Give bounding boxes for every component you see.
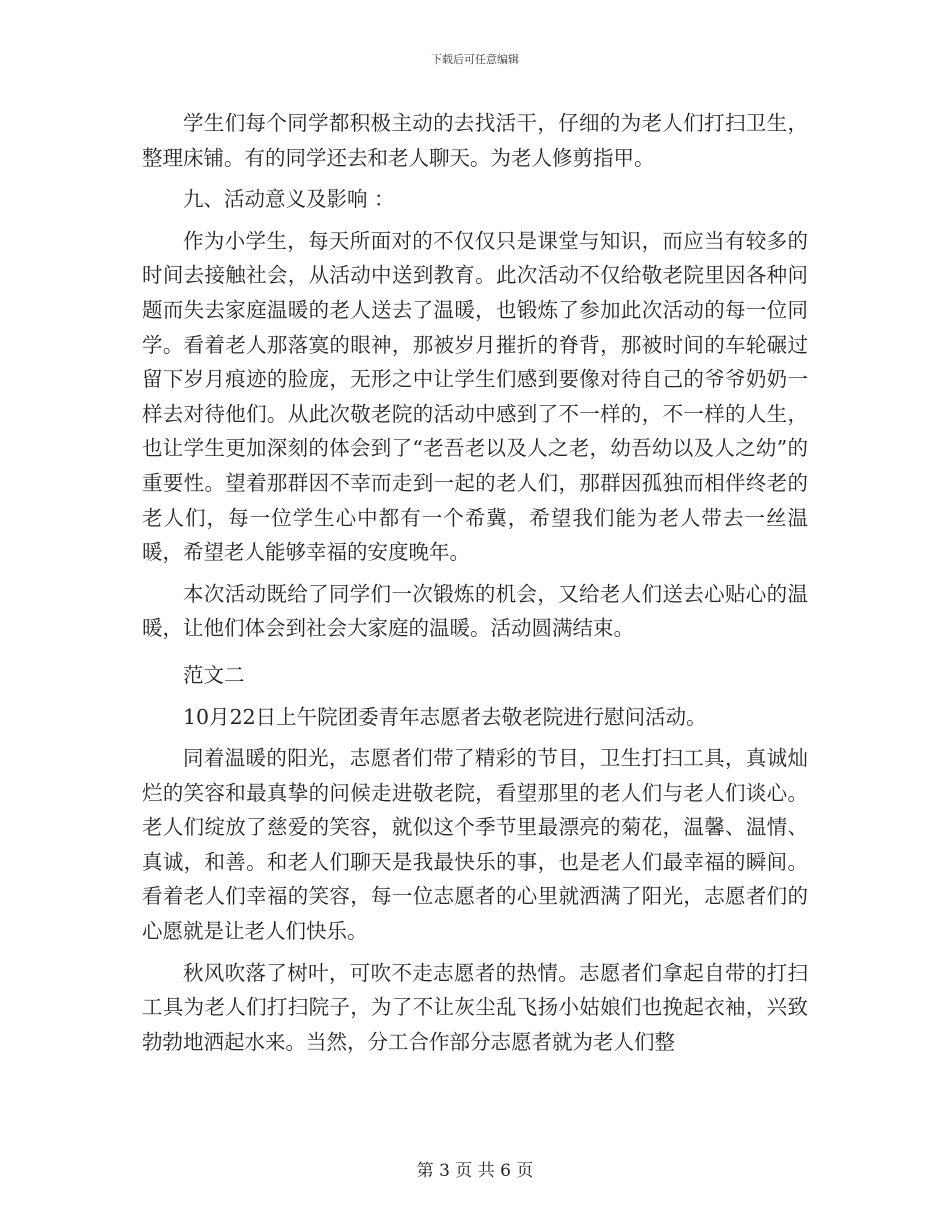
section-heading-significance: 九、活动意义及影响 ： (183, 187, 395, 212)
page-number: 第 3 页 共 6 页 (416, 1161, 534, 1181)
document-body (142, 106, 808, 1066)
paragraph-significance: 作为小学生，每天所面对的不仅仅只是课堂与知识，而应当有较多的时间去接触社会，从活动中送到教育。此次活动不仅给敬老院里因各种问题而失去家庭温暖的老人送去了温暖，也锻炼了参加此次活动的每一位同学。看着老人那落寞的眼神，那被岁月摧折的脊背，那被时间的车轮碾过留下岁月痕迹的脸庞，无形之中让学生们感到要像对待自己的爷爷奶奶一样去对待他们。从此次敬老院的活动中感到了不一样的，不一样的人生，也让学生更加深刻的体会到了“老吾老以及人之老，幼吾幼以及人之幼”的重要性。望着那群因不幸而走到一起的老人们，那群因孤独而相伴终老的老人们，每一位学生心中都有一个希冀，希望我们能为老人带去一丝温暖，希望老人能够幸福的安度晚年。 (142, 228, 808, 565)
paragraph-date-intro: 10月22日上午院团委青年志愿者去敬老院进行慰问活动。 (183, 704, 707, 729)
paragraph-cleaning: 学生们每个同学都积极主动的去找活干，仔细的为老人们打扫卫生，整理床铺。有的同学还去和老人聊天。为老人修剪指甲。 (142, 111, 808, 170)
paragraph-visit: 同着温暖的阳光，志愿者们带了精彩的节目，卫生打扫工具，真诚灿烂的笑容和最真挚的问候走进敬老院，看望那里的老人们与老人们谈心。老人们绽放了慈爱的笑容，就似这个季节里最漂亮的菊花，温馨、温情、真诚，和善。和老人们聊天是我最快乐的事，也是老人们最幸福的瞬间。看着老人们幸福的笑容，每一位志愿者的心里就洒满了阳光，志愿者们的心愿就是让老人们快乐。 (142, 746, 808, 944)
page-header-note: 下载后可任意编辑 (431, 53, 519, 66)
sample-heading: 范文二 (183, 662, 245, 687)
paragraph-conclusion: 本次活动既给了同学们一次锻炼的机会，又给老人们送去心贴心的温暖，让他们体会到社会大家庭的温暖。活动圆满结束。 (142, 581, 808, 641)
paragraph-autumn: 秋风吹落了树叶，可吹不走志愿者的热情。志愿者们拿起自带的打扫工具为老人们打扫院子，为了不让灰尘乱飞扬小姑娘们也挽起衣袖，兴致勃勃地洒起水来。当然，分工合作部分志愿者就为老人们整 (142, 960, 808, 1054)
